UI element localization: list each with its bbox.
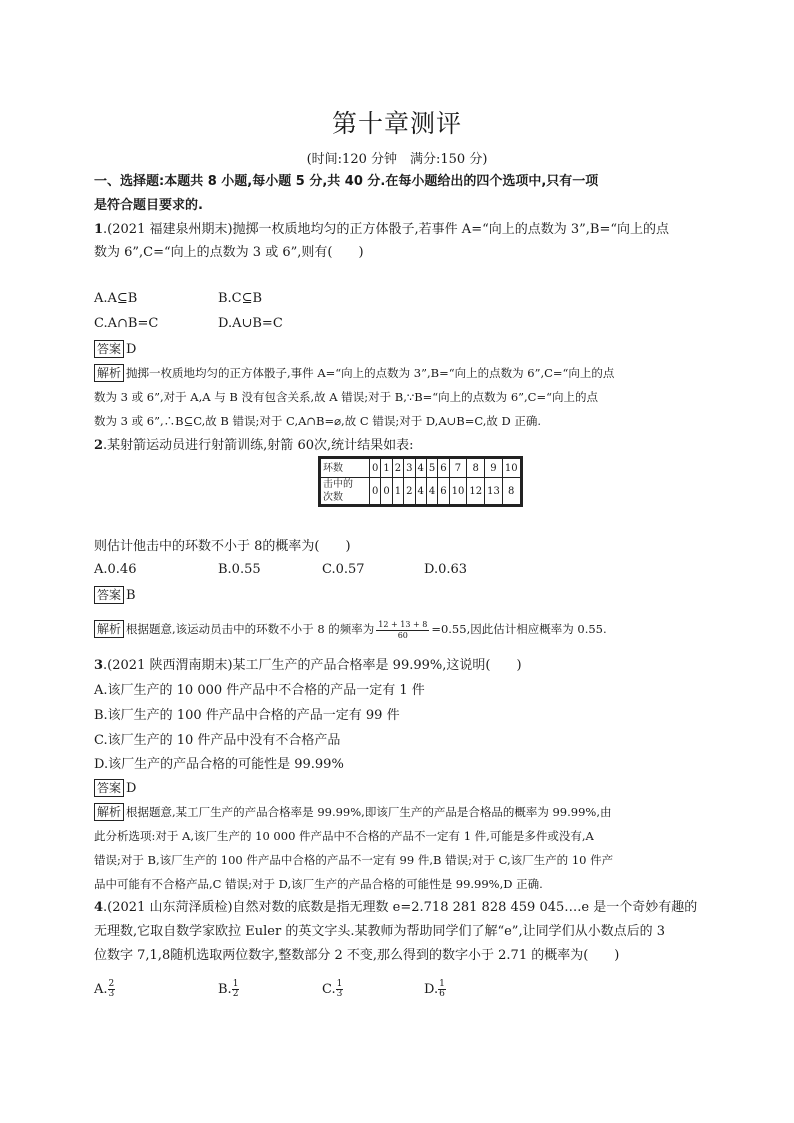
q2-option-c: C.0.57 <box>322 562 365 577</box>
q3-number: 3 <box>94 658 104 673</box>
q3-answer <box>94 779 136 797</box>
q1-stem-line2: 数为 6”,C=“向上的点数为 3 或 6”,则有( ) <box>94 245 364 260</box>
table-cell: 10 <box>502 458 521 478</box>
fraction: $\frac{1}{3}$ <box>336 979 343 999</box>
q4-option-b: B. $\frac{1}{2}$ <box>218 979 239 999</box>
table-cell: 7 <box>449 458 467 478</box>
q3-analysis-line3: 错误;对于 B,该厂生产的 100 件产品中合格的产品不一定有 99 件,B 错误;对于 C,该厂生产的 10 件产 <box>94 853 614 867</box>
analysis-tag: 解析 <box>94 620 124 638</box>
q1-analysis-line3: 数为 3 或 6”,∴B⊆C,故 B 错误;对于 C,A∩B=⌀,故 C 错误;对于 D,A∪B=C,故 D 正确. <box>94 414 542 428</box>
q1-answer <box>94 340 136 358</box>
q3-analysis-line4: 品中可能有不合格产品,C 错误;对于 D,该厂生产的产品合格的可能性是 99.99%,D 正确. <box>94 877 543 891</box>
table-cell: 2 <box>392 458 403 478</box>
table-cell: 0 <box>370 458 381 478</box>
q1-option-d: D.A∪B=C <box>218 316 283 331</box>
q4-stem-line2: 无理数,它取自数学家欧拉 Euler 的英文字头.某教师为帮助同学们了解“e”,让同学们从小数点后的 3 <box>94 924 665 939</box>
table-cell: 12 <box>467 478 485 506</box>
q2-fraction: $\frac{12 + 13 + 8}{60}$ <box>378 619 428 640</box>
answer-tag: 答案 <box>94 340 124 358</box>
q3-option-c: C.该厂生产的 10 件产品中没有不合格产品 <box>94 733 341 748</box>
q1-analysis-line2: 数为 3 或 6”,对于 A,A 与 B 没有包含关系,故 A 错误;对于 B,∵B=“向上的点数为 6”,C=“向上的点 <box>94 390 598 404</box>
answer-tag: 答案 <box>94 586 124 604</box>
table-cell: 8 <box>502 478 521 506</box>
q1-analysis-line1: 解析 抛掷一枚质地均匀的正方体骰子,事件 A=“向上的点数为 3”,B=“向上的点数为 6”,C=“向上的点 <box>94 361 614 385</box>
q2-number: 2 <box>94 438 104 453</box>
table-cell: 6 <box>438 458 449 478</box>
table-cell: 3 <box>404 458 415 478</box>
q4-option-a: A. $\frac{2}{3}$ <box>94 979 115 999</box>
table-cell: 1 <box>392 478 403 506</box>
table-row-label: 环数 <box>320 458 370 478</box>
answer-tag: 答案 <box>94 779 124 797</box>
table-cell: 6 <box>438 478 449 506</box>
table-cell: 10 <box>449 478 467 506</box>
q3-option-d: D.该厂生产的产品合格的可能性是 99.99% <box>94 757 344 772</box>
table-cell: 0 <box>370 478 381 506</box>
q4-stem-line3: 位数字 7,1,8随机选取两位数字,整数部分 2 不变,那么得到的数字小于 2.71 的概率为( ) <box>94 948 620 963</box>
section-heading-line2: 是符合题目要求的. <box>94 198 203 213</box>
q3-analysis-line1: 解析 根据题意,某工厂生产的产品合格率是 99.99%,即该厂生产的产品是合格品的概率为 99.99%,由 <box>94 800 612 824</box>
q3-option-b: B.该厂生产的 100 件产品中合格的产品一定有 99 件 <box>94 708 400 723</box>
q2-results-table <box>318 456 523 507</box>
table-cell: 4 <box>415 458 426 478</box>
q1-answer-value: D <box>126 342 137 357</box>
exam-info: (时间:120 分钟 满分:150 分) <box>306 152 488 167</box>
analysis-tag: 解析 <box>94 803 124 821</box>
q2-option-a: A.0.46 <box>94 562 137 577</box>
q4-stem-line1: 4.(2021 山东菏泽质检)自然对数的底数是指无理数 e=2.718 281 828 459 045….e 是一个奇妙有趣的 <box>94 900 698 915</box>
table-row-label: 击中的 次数 <box>320 478 370 506</box>
q3-stem-line1: 3.(2021 陕西渭南期末)某工厂生产的产品合格率是 99.99%,这说明( ) <box>94 658 522 673</box>
q4-number: 4 <box>94 900 104 915</box>
table-cell: 9 <box>485 458 503 478</box>
table-cell: 2 <box>404 478 415 506</box>
q1-option-c: C.A∩B=C <box>94 316 159 331</box>
table-cell: 8 <box>467 458 485 478</box>
table-cell: 0 <box>381 478 392 506</box>
q1-stem-line1 <box>94 220 669 240</box>
q4-option-c: C. $\frac{1}{3}$ <box>322 979 343 999</box>
table-row <box>320 478 522 506</box>
q2-answer-value: B <box>126 588 136 603</box>
q1-option-b: B.C⊆B <box>218 291 263 306</box>
q3-answer-value: D <box>126 781 137 796</box>
q1-option-a: A.A⊆B <box>94 291 138 306</box>
table-row <box>320 458 522 478</box>
q2-option-b: B.0.55 <box>218 562 261 577</box>
analysis-tag: 解析 <box>94 364 124 382</box>
q2-analysis: 解析 根据题意,该运动员击中的环数不小于 8 的频率为 $\frac{12 + 13 + 8}{60}$ =0.55,因此估计相应概率为 0.55. <box>94 617 607 641</box>
q3-option-a: A.该厂生产的 10 000 件产品中不合格的产品一定有 1 件 <box>94 683 425 698</box>
q1-text: .(2021 福建泉州期末)抛掷一枚质地均匀的正方体骰子,若事件 A=“向上的点数为 3”,B=“向上的点 <box>103 222 670 237</box>
fraction: $\frac{2}{3}$ <box>108 979 115 999</box>
q1-number: 1 <box>94 222 104 237</box>
q2-option-d: D.0.63 <box>424 562 468 577</box>
table-cell: 5 <box>426 458 437 478</box>
fraction: $\frac{1}{2}$ <box>232 979 239 999</box>
q4-option-d: D. $\frac{1}{6}$ <box>424 979 445 999</box>
q3-analysis-line2: 此分析选项:对于 A,该厂生产的 10 000 件产品中不合格的产品不一定有 1 件,可能是多件或没有,A <box>94 829 594 843</box>
q2-question: 则估计他击中的环数不小于 8的概率为( ) <box>94 539 351 554</box>
q2-answer <box>94 586 136 604</box>
table-cell: 4 <box>415 478 426 506</box>
fraction: $\frac{1}{6}$ <box>439 979 445 999</box>
table-cell: 4 <box>426 478 437 506</box>
q2-stem-line1: 2.某射箭运动员进行射箭训练,射箭 60次,统计结果如表: <box>94 438 414 453</box>
table-cell: 1 <box>381 458 392 478</box>
section-heading-line1: 一、选择题:本题共 8 小题,每小题 5 分,共 40 分.在每小题给出的四个选项中,只有一项 <box>94 174 599 189</box>
page-title: 第十章测评 <box>331 109 462 138</box>
table-cell: 13 <box>485 478 503 506</box>
